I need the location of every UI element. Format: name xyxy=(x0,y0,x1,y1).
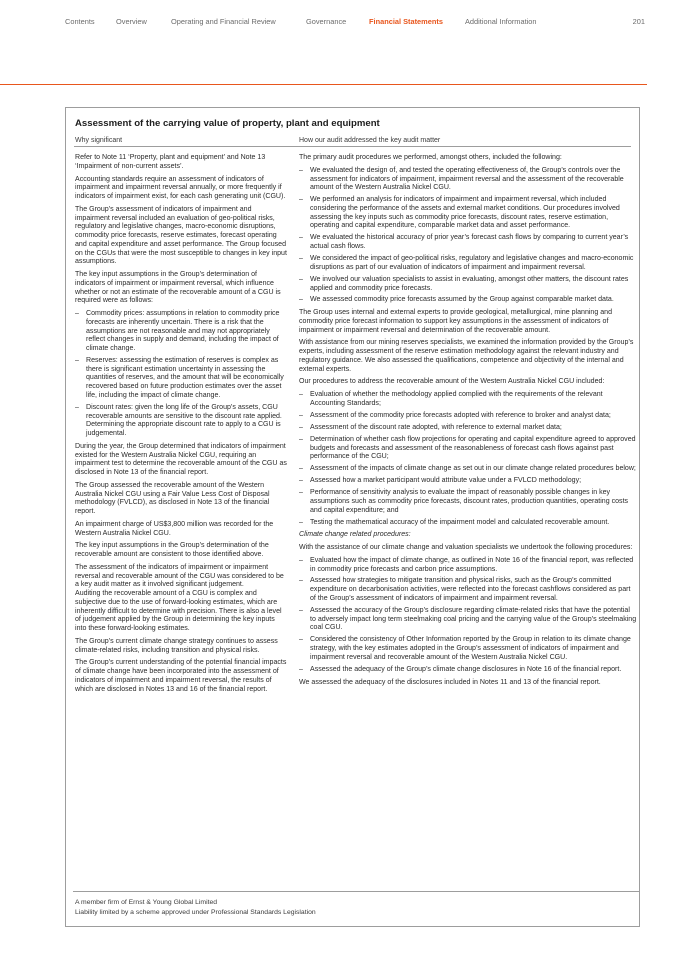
nav-link-operating-financial-review[interactable]: Operating and Financial Review xyxy=(171,17,276,26)
recoverable-amount-procedures-list xyxy=(299,391,637,527)
primary-procedures-list xyxy=(299,167,637,305)
list-item: – Assessment of the discount rate adopted, with reference to external market data; xyxy=(299,424,637,433)
list-item: – Assessment of the commodity price forecasts adopted with reference to broker and analyst data; xyxy=(299,412,637,421)
paragraph: The key input assumptions in the Group’s determination of indicators of impairment or impairment reversal, which influence whether or not an estimate of the recoverable amount of a CGU is required were as follows: xyxy=(75,271,281,305)
header-divider-line xyxy=(74,146,631,147)
climate-procedures-heading: Climate change related procedures: xyxy=(299,531,411,539)
nav-link-contents[interactable]: Contents xyxy=(65,17,95,26)
paragraph: The primary audit procedures we performed, amongst others, included the following: xyxy=(299,154,562,161)
footer-firm-line: A member firm of Ernst & Young Global Limited xyxy=(75,899,218,906)
paragraph: The Group’s current understanding of the potential financial impacts of climate change have been incorporated into the assessment of indicators of impairment and impairment reversal, the results of which are disclosed in Notes 13 and 16 of the financial report. xyxy=(75,659,287,693)
climate-procedures-list xyxy=(299,557,637,675)
why-significant-column xyxy=(75,154,288,698)
list-item: – We involved our valuation specialists to assist in evaluating, amongst other matters, the discount rates applied and commodity price forecasts. xyxy=(299,276,637,294)
list-item: – Determination of whether cash flow projections for operating and capital expenditure agreed to approved budgets and forecasts and assessment of the reasonableness of forecast cash flows against past performance of the CGU; xyxy=(299,436,637,462)
audit-response-column xyxy=(299,154,637,691)
paragraph: Accounting standards require an assessment of indicators of impairment and impairment reversal annually, or more frequently if indicators of impairment exist, for each cash generating unit (CGU). xyxy=(75,175,286,200)
paragraph: The Group uses internal and external experts to provide geological, metallurgical, mine planning and commodity price forecast information to support key assumptions in the assessment of indicators of impairment or impairment reversal and determination of the recoverable amount. xyxy=(299,309,612,334)
column-header-audit-response: How our audit addressed the key audit matter xyxy=(299,137,441,144)
list-item: – Discount rates: given the long life of the Group’s assets, CGU recoverable amounts are sensitive to the discount rate applied. Determining the appropriate discount rate to apply to a CGU is judgemental. xyxy=(75,404,288,439)
list-item: – Commodity prices: assumptions in relation to commodity price forecasts are inherently uncertain. There is a risk that the assumptions are not reasonable and may not appropriately reflect changes in supply and demand, including the impact of climate change. xyxy=(75,310,288,354)
paragraph: We assessed the adequacy of the disclosures included in Notes 11 and 13 of the financial report. xyxy=(299,678,601,686)
paragraph: With the assistance of our climate change and valuation specialists we undertook the following procedures: xyxy=(299,544,633,551)
paragraph: Our procedures to address the recoverable amount of the Western Australia Nickel CGU included: xyxy=(299,378,605,386)
nav-link-additional-information[interactable]: Additional Information xyxy=(465,17,537,26)
list-item: – We evaluated the historical accuracy of prior year’s forecast cash flows by comparing to current year’s actual cash flows. xyxy=(299,234,637,252)
footer xyxy=(75,898,316,917)
nav-link-governance[interactable]: Governance xyxy=(306,17,347,26)
footer-divider xyxy=(73,891,640,892)
list-item: – Considered the consistency of Other Information reported by the Group in relation to its climate change strategy, with the key estimates adopted in the Group’s assessment of indicators of impairment and impairment reversal and recoverable amount of the Western Australia Nickel CGU. xyxy=(299,636,637,662)
list-item: – Assessed the adequacy of the Group’s climate change disclosures in Note 16 of the financial report. xyxy=(299,666,637,675)
list-item: – We considered the impact of geo-political risks, regulatory and legislative changes and macro-economic disruptions as part of our evaluation of indicators of impairment and impairment reversal. xyxy=(299,255,637,273)
paragraph: The Group’s current climate change strategy continues to assess climate-related risks, including transition and physical risks. xyxy=(75,637,278,654)
paragraph: With assistance from our mining reserves specialists, we examined the information provided by the Group’s experts, including assessment of the reserve estimation methodology against the relevant industry and regulatory guidance. We also assessed the qualifications, competence and objectivity of the internal and external experts. xyxy=(299,339,634,373)
list-item: – Assessment of the impacts of climate change as set out in our climate change related procedures below; xyxy=(299,465,637,474)
box-title: Assessment of the carrying value of property, plant and equipment xyxy=(75,118,380,129)
list-item: – Evaluation of whether the methodology applied complied with the requirements of the relevant Accounting Standards; xyxy=(299,391,637,409)
key-assumptions-list xyxy=(75,310,288,439)
paragraph: The Group assessed the recoverable amount of the Western Australia Nickel CGU using a Fair Value Less Cost of Disposal methodology (FVLCD), as disclosed in Note 13 of the financial report. xyxy=(75,481,270,516)
paragraph: The assessment of the indicators of impairment or impairment reversal and recoverable amount of the CGU was considered to be a key audit matter as it involved significant judgement. xyxy=(75,563,284,589)
paragraph: Refer to Note 11 ‘Property, plant and equipment’ and Note 13 ‘Impairment of non-current assets’. xyxy=(75,154,266,170)
list-item: – We evaluated the design of, and tested the operating effectiveness of, the Group’s controls over the assessment for indicators of impairment, impairment reversal and the assessment of the recoverable amount of the Western Australia Nickel CGU. xyxy=(299,167,637,193)
list-item: – Performance of sensitivity analysis to evaluate the impact of reasonably possible changes in key assumptions such as commodity price forecasts, discount rates, production quantities, operating costs and capital expenditure; and xyxy=(299,489,637,515)
list-item: – Assessed the accuracy of the Group’s disclosure regarding climate-related risks that have the potential to adversely impact long term steelmaking coal pricing and the carrying value of the Group’s steelmaking coal CGU. xyxy=(299,607,637,633)
footer-liability-line: Liability limited by a scheme approved under Professional Standards Legislation xyxy=(75,908,316,916)
list-item: – Assessed how strategies to mitigate transition and physical risks, such as the Group’s committed expenditure on decarbonisation activities, were reflected into the forecast cashflows considered as part of the Group’s assessment of indicators of impairment and impairment reversal. xyxy=(299,577,637,603)
nav-link-financial-statements[interactable]: Financial Statements xyxy=(369,17,443,26)
top-navigation xyxy=(65,14,645,28)
nav-link-overview[interactable]: Overview xyxy=(116,17,147,26)
column-header-why-significant: Why significant xyxy=(75,137,123,144)
list-item: – Testing the mathematical accuracy of the impairment model and calculated recoverable amount. xyxy=(299,519,637,528)
list-item: – Reserves: assessing the estimation of reserves is complex as there is significant estimation uncertainty in assessing the quantities of reserves, and the amount that will be economically recovered based on future production estimates over the asset life, including the impact of climate change. xyxy=(75,357,288,401)
paragraph: An impairment charge of US$3,800 million was recorded for the Western Australia Nickel CGU. xyxy=(75,520,274,537)
key-audit-matter-box xyxy=(65,107,640,927)
paragraph: Auditing the recoverable amount of a CGU is complex and subjective due to the use of forward-looking estimates, which are inherently difficult to determine with precision. There is also a level of judgement applied by the Group in determining the key inputs into these forward-looking estimates. xyxy=(75,590,282,633)
list-item: – Evaluated how the impact of climate change, as outlined in Note 16 of the financial report, was reflected in commodity price forecasts and carbon price assumptions. xyxy=(299,557,637,575)
page-number: 201 xyxy=(632,17,645,26)
list-item: – We performed an analysis for indicators of impairment and impairment reversal, which included considering the performance of the assets and external market conditions. Our procedures involved assessing the key inputs such as commodity price forecasts, discount rates, reserve estimation, operating and capital expenditure, comparable market data and asset performance. xyxy=(299,196,637,231)
header-divider xyxy=(0,84,647,85)
paragraph: The Group’s assessment of indicators of impairment and impairment reversal included an evaluation of geo-political risks, regulatory and legislative changes, macro-economic disruptions, commodity price forecasts, reserve estimates, forecast operating and capital expenditure and asset performance. The Group focused on the CGUs that were the most susceptible to changes in key input assumptions. xyxy=(75,205,287,266)
list-item: – We assessed commodity price forecasts assumed by the Group against comparable market data. xyxy=(299,296,637,305)
paragraph: During the year, the Group determined that indicators of impairment existed for the Western Australia Nickel CGU, requiring an impairment test to determine the recoverable amount of the CGU as disclosed in Note 13 of the financial report. xyxy=(75,442,287,477)
paragraph: The key input assumptions in the Group’s determination of the recoverable amount are consistent to those identified above. xyxy=(75,542,269,559)
list-item: – Assessed how a market participant would attribute value under a FVLCD methodology; xyxy=(299,477,637,486)
